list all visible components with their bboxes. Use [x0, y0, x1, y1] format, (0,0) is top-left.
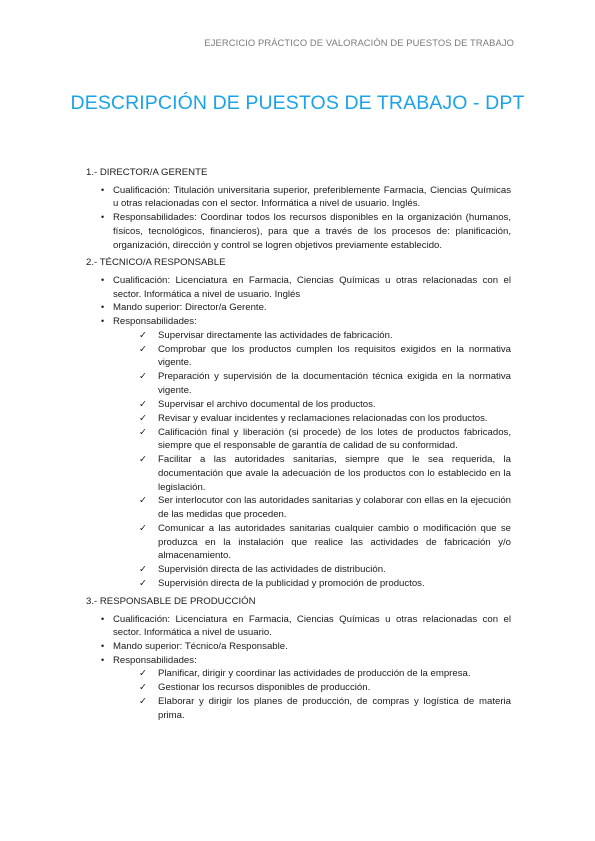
- document-title: DESCRIPCIÓN DE PUESTOS DE TRABAJO - DPT: [70, 92, 525, 114]
- check-item: [113, 453, 511, 494]
- list-item: [86, 274, 511, 301]
- check-item-text: Supervisión directa de la publicidad y promoción de productos.: [158, 578, 425, 590]
- check-item: [113, 398, 511, 412]
- check-item: [113, 681, 511, 695]
- list-item-text: Responsabilidades: Coordinar todos los recursos disponibles en la organización (humanos, físicos, tecnológicos, financieros), para que a través de los procesos de: planificación, organización, dirección y control se logren objetivos previamente establecido.: [113, 212, 511, 251]
- check-item: [113, 426, 511, 453]
- check-item-text: Comunicar a las autoridades sanitarias cualquier cambio o modificación que se produzca en la instalación que realice las actividades de fabricación y/o almacenamiento.: [158, 523, 511, 562]
- check-item-text: Elaborar y dirigir los planes de producción, de compras y logística de materia prima.: [158, 696, 511, 721]
- check-item-text: Comprobar que los productos cumplen los requisitos exigidos en la normativa vigente.: [158, 343, 511, 369]
- checkmark-icon: ✓: [139, 682, 147, 694]
- running-header: EJERCICIO PRÁCTICO DE VALORACIÓN DE PUESTOS DE TRABAJO: [204, 37, 514, 48]
- checkmark-icon: ✓: [139, 412, 147, 424]
- bullet-icon: •: [101, 316, 105, 327]
- check-item: [113, 667, 511, 681]
- section-tecnico-responsable: [86, 256, 511, 591]
- list-item: [86, 301, 511, 315]
- list-item: [86, 654, 511, 723]
- check-item: [113, 494, 511, 521]
- check-item-text: Preparación y supervisión de la documentación técnica exigida en la normativa vigente.: [158, 371, 511, 396]
- checkmark-icon: ✓: [139, 371, 147, 383]
- section-title: 1.- DIRECTOR/A GERENTE: [86, 167, 208, 178]
- checkmark-icon: ✓: [139, 578, 147, 590]
- check-item-text: Revisar y evaluar incidentes y reclamaciones relacionadas con los productos.: [158, 412, 488, 424]
- checklist: [113, 667, 511, 722]
- bullet-list: [86, 184, 511, 253]
- section-title: 2.- TÉCNICO/A RESPONSABLE: [86, 257, 226, 269]
- list-item: [86, 211, 511, 252]
- list-item-text: Cualificación: Titulación universitaria superior, preferiblemente Farmacia, Ciencias Químicas u otras relacionadas con el sector. Informática a nivel de usuario. Inglés.: [113, 184, 511, 210]
- checkmark-icon: ✓: [139, 329, 147, 341]
- bullet-icon: •: [101, 654, 105, 665]
- list-item-text: Responsabilidades:: [113, 316, 197, 328]
- bullet-icon: •: [101, 212, 105, 223]
- bullet-list: [86, 613, 511, 723]
- document-body: [86, 166, 511, 727]
- check-item-text: Gestionar los recursos disponibles de producción.: [158, 682, 371, 694]
- checkmark-icon: ✓: [139, 564, 147, 576]
- checkmark-icon: ✓: [139, 454, 147, 466]
- bullet-list: [86, 274, 511, 591]
- list-item-text: Mando superior: Director/a Gerente.: [113, 302, 267, 314]
- bullet-icon: •: [101, 302, 105, 313]
- section-director-gerente: [86, 166, 511, 252]
- bullet-icon: •: [101, 641, 105, 652]
- check-item: [113, 695, 511, 722]
- check-item-text: Supervisión directa de las actividades de distribución.: [158, 564, 386, 576]
- check-item: [113, 343, 511, 370]
- list-item-text: Responsabilidades:: [113, 654, 197, 666]
- checkmark-icon: ✓: [139, 495, 147, 507]
- check-item-text: Supervisar directamente las actividades de fabricación.: [158, 329, 393, 341]
- check-item: [113, 522, 511, 563]
- check-item-text: Calificación final y liberación (si procede) de los lotes de productos fabricados, siempre que el responsable de garantía de calidad de su conformidad.: [158, 426, 511, 452]
- list-item: [86, 184, 511, 211]
- check-item-text: Supervisar el archivo documental de los productos.: [158, 398, 376, 410]
- section-title: 3.- RESPONSABLE DE PRODUCCIÓN: [86, 595, 256, 607]
- checklist: [113, 329, 511, 591]
- list-item: [86, 640, 511, 654]
- checkmark-icon: ✓: [139, 398, 147, 410]
- bullet-icon: •: [101, 613, 105, 624]
- check-item-text: Planificar, dirigir y coordinar las actividades de producción de la empresa.: [158, 668, 471, 680]
- check-item: [113, 370, 511, 397]
- list-item-text: Mando superior: Técnico/a Responsable.: [113, 641, 288, 653]
- checkmark-icon: ✓: [139, 343, 147, 355]
- check-item: [113, 563, 511, 577]
- checkmark-icon: ✓: [139, 668, 147, 680]
- check-item: [113, 412, 511, 426]
- bullet-icon: •: [101, 274, 105, 285]
- list-item-text: Cualificación: Licenciatura en Farmacia, Ciencias Químicas u otras relacionadas con el sector. Informática a nivel de usuario. Inglés: [113, 274, 511, 300]
- checkmark-icon: ✓: [139, 426, 147, 438]
- section-responsable-produccion: [86, 595, 511, 723]
- list-item-text: Cualificación: Licenciatura en Farmacia, Ciencias Químicas u otras relacionadas con el sector. Informática a nivel de usuario.: [113, 613, 511, 639]
- list-item: [86, 613, 511, 640]
- check-item-text: Ser interlocutor con las autoridades sanitarias y colaborar con ellas en la ejecución de las medidas que proceden.: [158, 495, 511, 521]
- list-item: [86, 315, 511, 591]
- bullet-icon: •: [101, 184, 105, 195]
- check-item: [113, 329, 511, 343]
- checkmark-icon: ✓: [139, 523, 147, 535]
- checkmark-icon: ✓: [139, 696, 147, 708]
- check-item: [113, 577, 511, 591]
- check-item-text: Facilitar a las autoridades sanitarias, siempre que le sea requerida, la documentación que avale la adecuación de los productos con lo establecido en la legislación.: [158, 454, 511, 493]
